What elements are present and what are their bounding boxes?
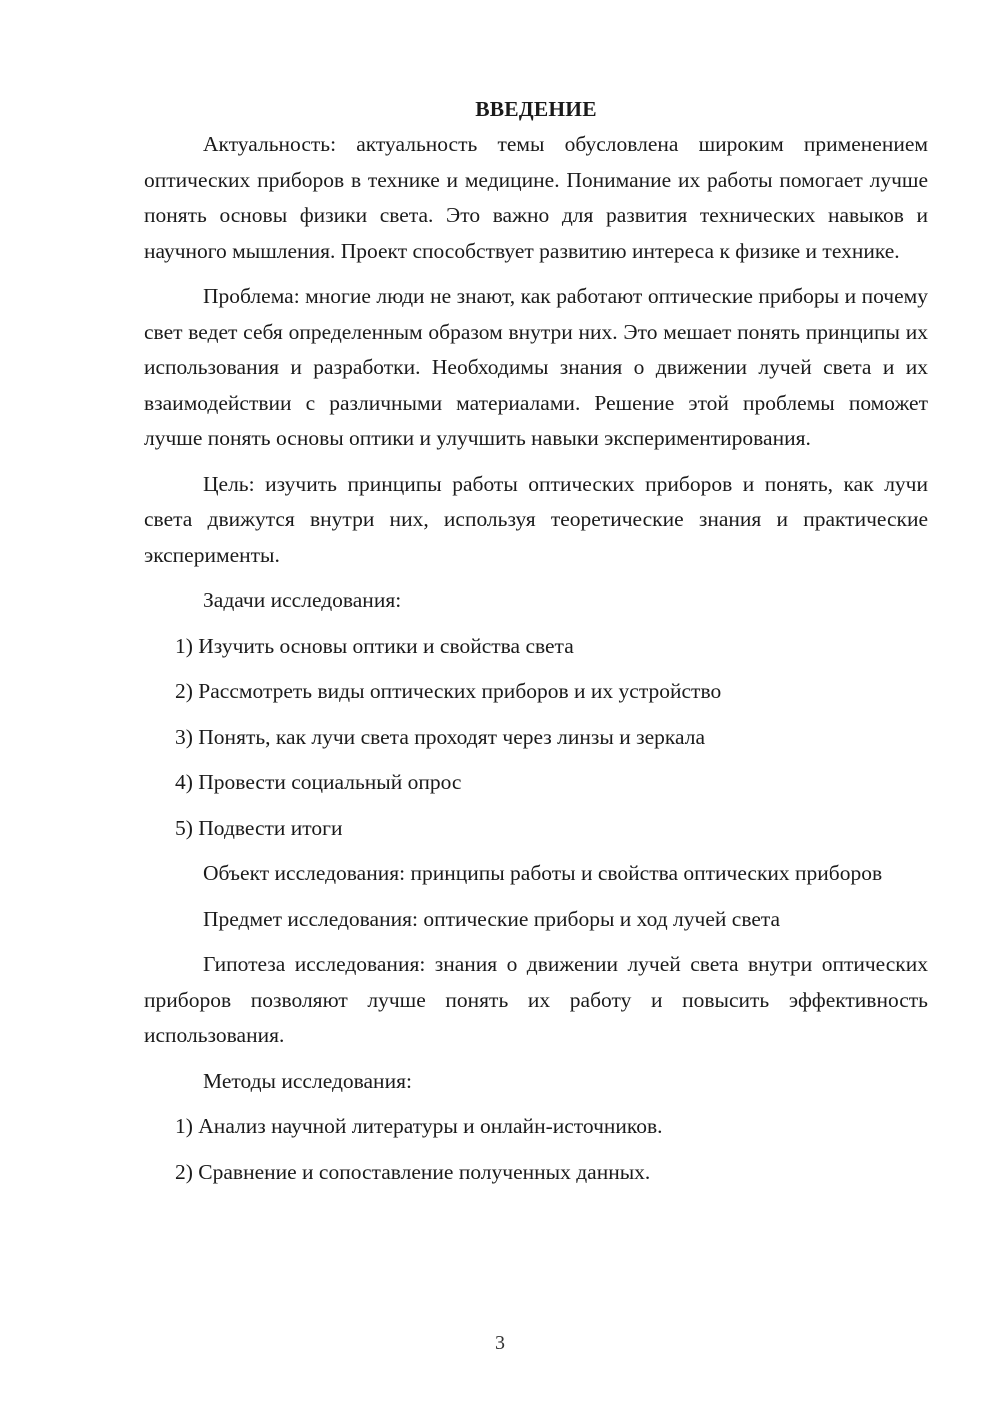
task-item-3: 3) Понять, как лучи света проходят через линзы и зеркала xyxy=(175,724,706,749)
problem-paragraph: Проблема: многие люди не знают, как работают оптические приборы и почему свет ведет себя определенным образом внутри них. Это мешает понять принципы их использования и разработки. Необходимы знания о движении лучей света и их взаимодействии с различными материалами. Решение этой проблемы поможет лучше понять основы оптики и улучшить навыки экспериментирования. xyxy=(144,284,928,450)
method-item-2: 2) Сравнение и сопоставление полученных данных. xyxy=(175,1159,651,1184)
page-number: 3 xyxy=(495,1332,505,1354)
relevance-paragraph: Актуальность: актуальность темы обусловлена широким применением оптических приборов в технике и медицине. Понимание их работы помогает лучше понять основы физики света. Это важно для развития технических навыков и научного мышления. Проект способствует развитию интереса к физике и технике. xyxy=(144,132,928,263)
goal-paragraph: Цель: изучить принципы работы оптических приборов и понять, как лучи света движутся внутри них, используя теоретические знания и практические эксперименты. xyxy=(144,471,928,567)
hypothesis-paragraph: Гипотеза исследования: знания о движении лучей света внутри оптических приборов позволяют лучше понять их работу и повысить эффективность использования. xyxy=(144,952,928,1047)
task-item-5: 5) Подвести итоги xyxy=(175,815,343,840)
tasks-heading: Задачи исследования: xyxy=(203,588,402,612)
document-page xyxy=(144,92,928,1200)
task-item-2: 2) Рассмотреть виды оптических приборов и их устройство xyxy=(175,679,722,703)
methods-heading: Методы исследования: xyxy=(203,1068,412,1093)
object-paragraph: Объект исследования: принципы работы и свойства оптических приборов xyxy=(203,861,883,885)
page-title: ВВЕДЕНИЕ xyxy=(475,97,597,121)
subject-paragraph: Предмет исследования: оптические приборы и ход лучей света xyxy=(203,906,781,931)
task-item-1: 1) Изучить основы оптики и свойства света xyxy=(175,633,574,658)
task-item-4: 4) Провести социальный опрос xyxy=(175,770,462,794)
method-item-1: 1) Анализ научной литературы и онлайн-источников. xyxy=(175,1114,663,1138)
